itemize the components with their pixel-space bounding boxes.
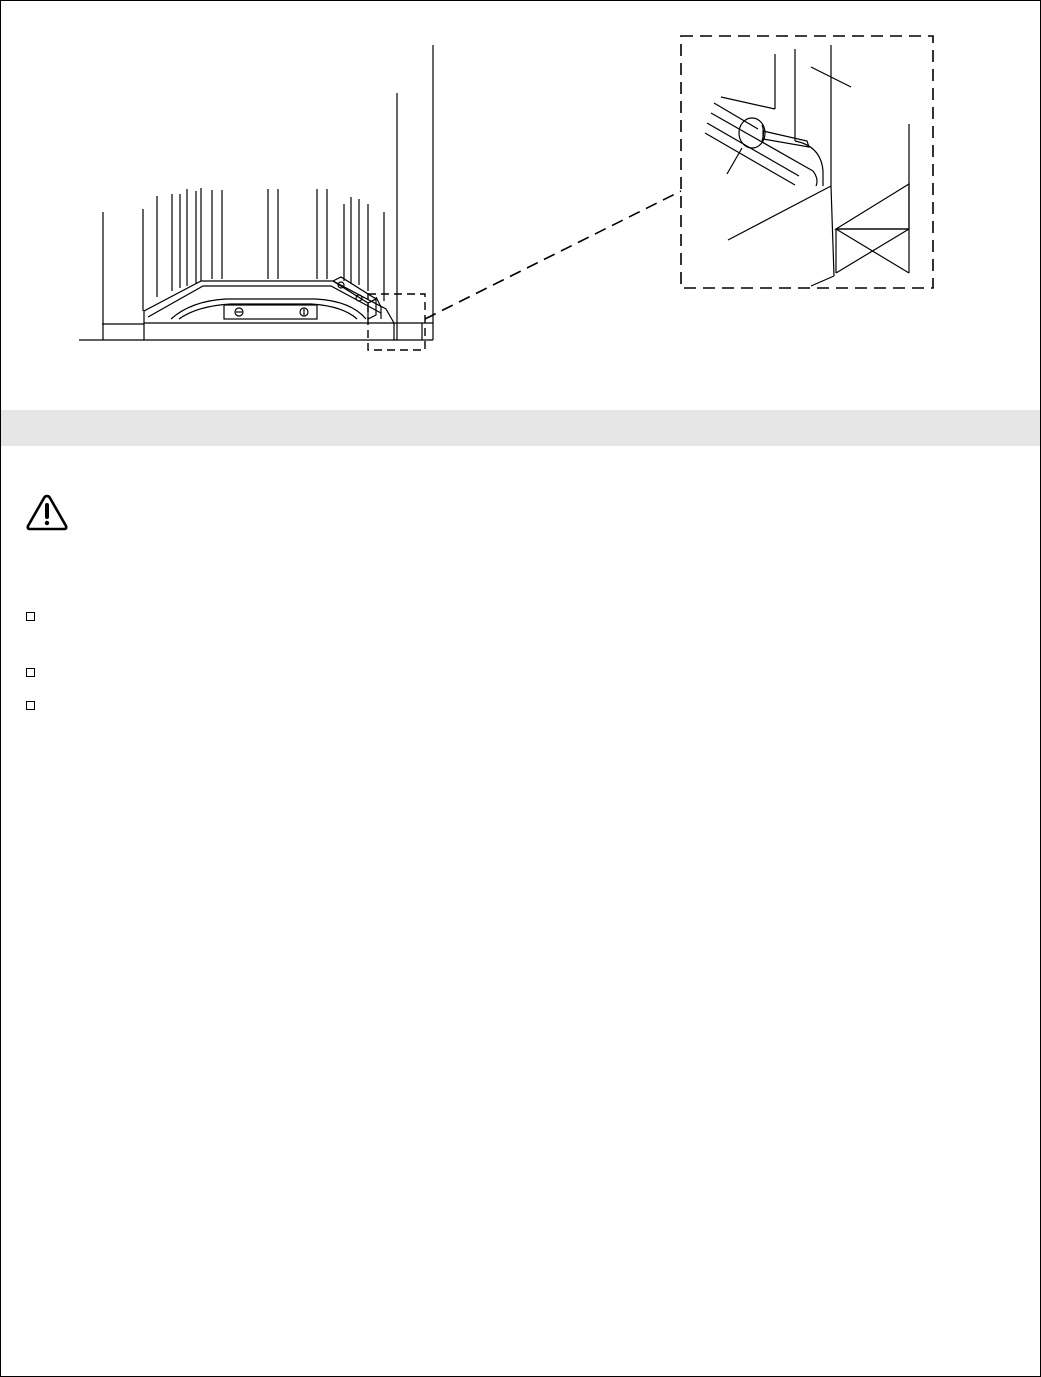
callout-connector	[425, 191, 681, 319]
checkbox-icon[interactable]	[26, 701, 35, 710]
detail-view	[681, 36, 933, 288]
section-band	[1, 410, 1040, 446]
installation-illustration	[1, 1, 1040, 401]
checkbox-icon[interactable]	[26, 612, 35, 621]
checkbox-icon[interactable]	[26, 668, 35, 677]
warning-triangle-icon	[25, 493, 69, 533]
shower-base-drawing	[79, 45, 433, 340]
